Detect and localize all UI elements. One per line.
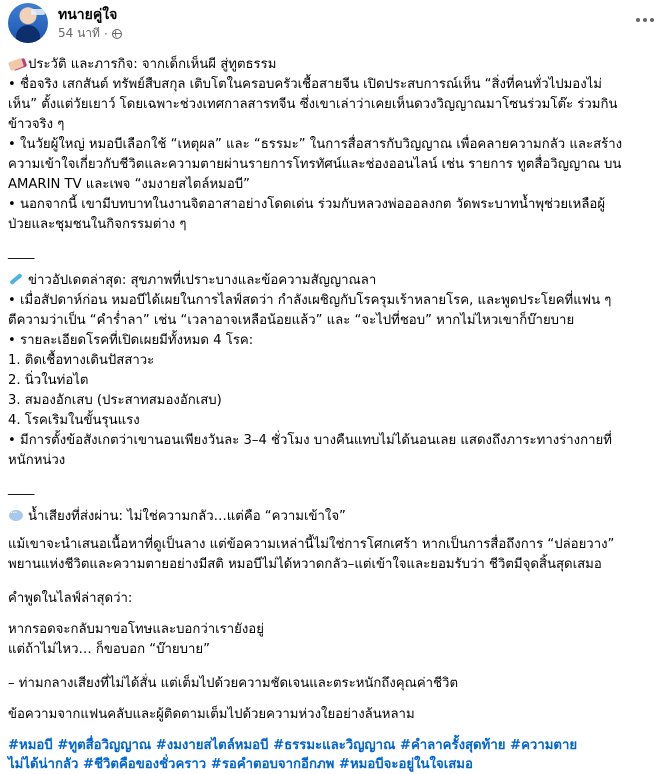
section-heading-update: ข่าวอัปเดตล่าสุด: สุขภาพที่เปราะบางและข้อความสัญญาณลา bbox=[8, 271, 663, 291]
list-item: 4. โรคเริมในขั้นรุนแรง bbox=[8, 413, 140, 428]
bullet-text: หนักหน่วง bbox=[8, 453, 66, 468]
bullet-text: • เมื่อสัปดาห์ก่อน หมอบีได้เผยในการไลฟ์สดว่า กำลังเผชิญกับโรครุมเร้าหลายโรค, และพูดประโยคที่แฟน ๆ bbox=[8, 293, 612, 308]
page-name[interactable]: ทนายคู่ใจ bbox=[58, 7, 118, 23]
bullet-text: • มีการตั้งข้อสังเกตว่าเขานอนเพียงวันละ 3–4 ชั่วโมง บางคืนแทบไม่ได้นอนเลย แสดงถึงภาระทางร่างกายที่ bbox=[8, 433, 612, 448]
hashtag[interactable]: ไม่ได้น่ากลัว bbox=[8, 757, 79, 772]
list-item: 1. ติดเชื้อทางเดินปัสสาวะ bbox=[8, 353, 155, 368]
dna-icon bbox=[8, 271, 24, 291]
bullet-text: ความเข้าใจเกี่ยวกับชีวิตและความตายผ่านรายการโทรทัศน์และช่องออนไลน์ เช่น รายการ ทูตสื่อวิญญาณ บน bbox=[8, 157, 622, 172]
bullet-text: • รายละเอียดโรคที่เปิดเผยมีทั้งหมด 4 โรค: bbox=[8, 333, 254, 348]
hashtag[interactable]: #หมอบีจะอยู่ในใจเสมอ bbox=[338, 757, 473, 772]
meta-dot: · bbox=[103, 26, 108, 41]
paragraph: คำพูดในไลฟ์ล่าสุดว่า: bbox=[8, 591, 133, 606]
dot-icon bbox=[650, 18, 654, 22]
bullet-text: ข้าวจริง ๆ bbox=[8, 117, 65, 132]
post-body bbox=[6, 44, 663, 774]
hashtag[interactable]: #ทูตสื่อวิญญาณ bbox=[57, 738, 152, 753]
bullet-text: ตีความว่าเป็น “คำร่ำลา” เช่น “เวลาอาจเหลือน้อยแล้ว” และ “จะไปที่ชอบ” หากไม่ไหวเขาก็บ๊ายบาย bbox=[8, 313, 575, 328]
bullet-text: เห็น” ตั้งแต่วัยเยาว์ โดยเฉพาะช่วงเทศกาลสารทจีน ซึ่งเขาเล่าว่าเคยเห็นดวงวิญญาณมาโซนร่วมโต๊ะ ร่วมกิน bbox=[8, 97, 618, 112]
post-meta bbox=[58, 24, 122, 43]
paragraph: – ท่ามกลางเสียงที่ไม่ได้สั่น แต่เต็มไปด้วยความชัดเจนและตระหนักถึงคุณค่าชีวิต bbox=[8, 676, 459, 691]
hashtag[interactable]: #ชีวิตคือของชั่วคราว bbox=[83, 757, 207, 772]
divider: ____ bbox=[8, 245, 35, 260]
quote-line: หากรอดจะกลับมาขอโทษและบอกว่าเรายังอยู่ bbox=[8, 622, 264, 637]
bullet-text: AMARIN TV และเพจ “งมงายสไตล์หมอบี” bbox=[8, 177, 250, 192]
more-options-button[interactable] bbox=[631, 10, 659, 30]
section-heading-tone: ···น้ำเสียงที่ส่งผ่าน: ไม่ใช่ความกลัว…แต่คือ “ความเข้าใจ” bbox=[8, 507, 663, 527]
avatar-logo bbox=[31, 9, 45, 15]
divider: ____ bbox=[8, 481, 35, 496]
hashtag[interactable]: #คำลาครั้งสุดท้าย bbox=[399, 738, 506, 753]
hashtag[interactable]: #หมอบี bbox=[8, 738, 53, 753]
scroll-icon bbox=[8, 55, 24, 75]
hashtag[interactable]: #งมงายสไตล์หมอบี bbox=[155, 738, 269, 753]
paragraph: ข้อความจากแฟนคลับและผู้ติดตามเต็มไปด้วยความห่วงใยอย่างล้นหลาม bbox=[8, 707, 415, 722]
bullet-text: • ในวัยผู้ใหญ่ หมอบีเลือกใช้ “เหตุผล” และ “ธรรมะ” ในการสื่อสารกับวิญญาณ เพื่อคลายความกลัว และสร้าง bbox=[8, 137, 623, 152]
hashtag[interactable]: #ความตาย bbox=[510, 738, 578, 753]
speech-bubble-icon bbox=[8, 507, 24, 527]
avatar[interactable] bbox=[8, 3, 48, 43]
bullet-text: • นอกจากนี้ เขามีบทบาทในงานจิตอาสาอย่างโดดเด่น ร่วมกับหลวงพ่อออลงกต วัดพระบาทน้ำพุช่วยเหลือผู้ bbox=[8, 197, 606, 212]
dot-icon bbox=[643, 18, 647, 22]
quote-line: แต่ถ้าไม่ไหว… ก็ขอบอก “บ๊ายบาย” bbox=[8, 642, 210, 657]
bullet-text: • ชื่อจริง เสกสันต์ ทรัพย์สืบสกุล เติบโตในครอบครัวเชื้อสายจีน เปิดประสบการณ์เห็น “สิ่งที่คนทั่วไปมองไม่ bbox=[8, 77, 602, 92]
section-heading-history: ประวัติ และภารกิจ: จากเด็กเห็นผี สู่ทูตธรรม bbox=[8, 55, 663, 75]
list-item: 3. สมองอักเสบ (ประสาทสมองอักเสบ) bbox=[8, 393, 222, 408]
dot-icon bbox=[636, 18, 640, 22]
globe-icon bbox=[112, 29, 122, 39]
post-time[interactable]: 54 นาที bbox=[58, 26, 100, 40]
bullet-text: ป่วยและชุมชนในกิจกรรมต่าง ๆ bbox=[8, 217, 187, 232]
hashtag[interactable]: #รอคำตอบจากอีกภพ bbox=[210, 757, 335, 772]
hashtag[interactable]: #ธรรมะและวิญญาณ bbox=[273, 738, 396, 753]
hashtags bbox=[8, 736, 663, 774]
paragraph: พยานแห่งชีวิตและความตายอย่างมีสติ หมอบีไม่ได้หวาดกลัว–แต่เข้าใจและยอมรับว่า ชีวิตมีจุดสิ้นสุดเสมอ bbox=[8, 557, 602, 572]
post-header bbox=[6, 0, 663, 44]
avatar-figure bbox=[16, 25, 40, 43]
paragraph: แม้เขาจะนำเสนอเนื้อหาที่ดูเป็นลาง แต่ข้อความเหล่านี้ไม่ใช่การโศกเศร้า หากเป็นการสื่อถึงการ “ปล่อยวาง” bbox=[8, 537, 615, 552]
list-item: 2. นิ่วในท่อไต bbox=[8, 373, 89, 388]
